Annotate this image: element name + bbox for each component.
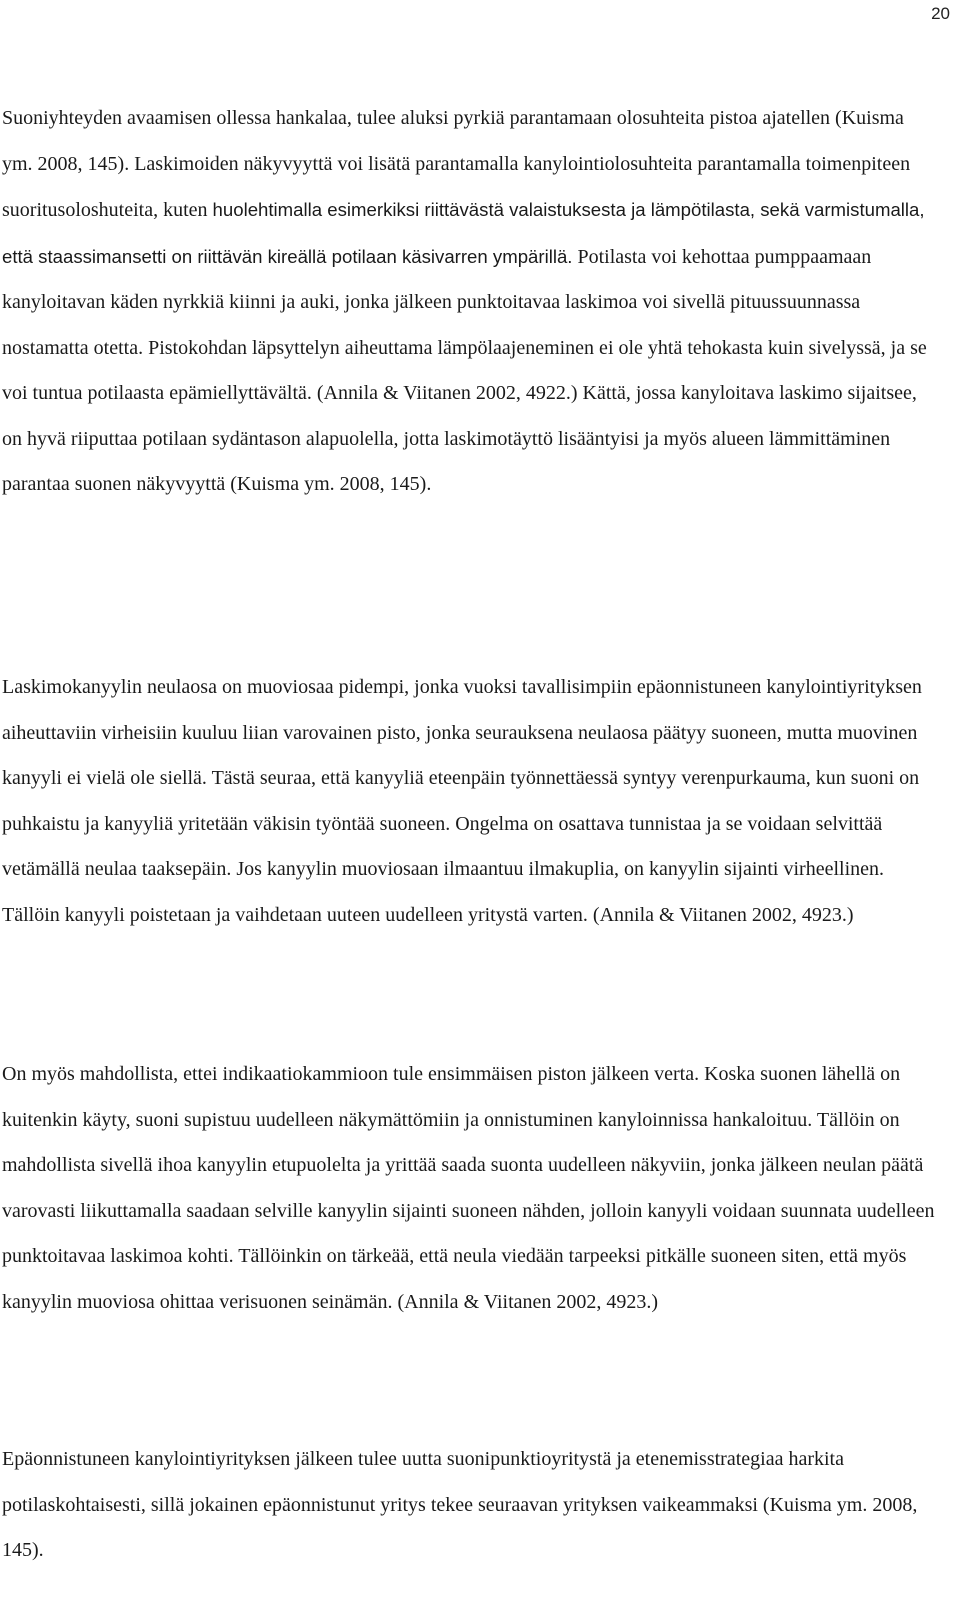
page-number: 20 <box>931 4 950 23</box>
paragraph-1-segment-a: Suoniyhteyden avaamisen ollessa hankalaa, tulee aluksi pyrkiä parantamaan olosuhteita pistoa ajatellen (Kuisma ym. 2008, 145). Laskimoiden näkyvyyttä voi lisätä parantamalla kanylointiolosuhteita parantamalla toimenpiteen suoritusoloshuteita, kuten <box>2 107 911 221</box>
body-paragraph-3: On myös mahdollista, ettei indikaatiokammioon tule ensimmäisen piston jälkeen verta. Koska suonen lähellä on kuitenkin käyty, suoni supistuu uudelleen näkymättömiin ja onnistuminen kanyloinnissa hankaloituu. Tällöin on mahdollista sivellä ihoa kanyylin etupuolelta ja yrittää saada suonta uudelleen näkyviin, jonka jälkeen neulan päätä varovasti liikuttamalla saadaan selville kanyylin sijainti suoneen nähden, jolloin kanyyli voidaan suunnata uudelleen punktoitavaa laskimoa kohti. Tällöinkin on tärkeää, että neula viedään tarpeeksi pitkälle suoneen siten, että myös kanyylin muoviosa ohittaa verisuonen seinämän. (Annila & Viitanen 2002, 4923.) <box>2 1063 935 1313</box>
body-paragraph-2: Laskimokanyylin neulaosa on muoviosaa pidempi, jonka vuoksi tavallisimpiin epäonnistuneen kanylointiyrityksen aiheuttaviin virheisiin kuuluu liian varovainen pisto, jonka seurauksena neulaosa päätyy suoneen, mutta muovinen kanyyli ei vielä ole siellä. Tästä seuraa, että kanyyliä eteenpäin työnnettäessä syntyy verenpurkauma, kun suoni on puhkaistu ja kanyyliä yritetään väkisin työntää suoneen. Ongelma on osattava tunnistaa ja se voidaan selvittää vetämällä neulaa taaksepäin. Jos kanyylin muoviosaan ilmaantuu ilmakuplia, on kanyylin sijainti virheellinen. Tällöin kanyyli poistetaan ja vaihdetaan uuteen uudelleen yritystä varten. (Annila & Viitanen 2002, 4923.) <box>2 676 922 926</box>
body-paragraph-1 <box>2 96 937 508</box>
paragraph-1-segment-b: huolehtimalla esimerkiksi riittävästä valaistuksesta ja lämpötilasta, sekä varmistumalla, että staassimansetti on riittävän kireällä potilaan käsivarren ympärillä. <box>2 199 925 267</box>
paragraph-1-segment-c: Potilasta voi kehottaa pumppaamaan kanyloitavan käden nyrkkiä kiinni ja auki, jonka jälkeen punktoitavaa laskimoa voi sivellä pituussuunnassa nostamatta otetta. Pistokohdan läpsyttelyn aiheuttama lämpölaajeneminen ei ole yhtä tehokasta kuin sivelyssä, ja se voi tuntua potilaasta epämiellyttävältä. (Annila & Viitanen 2002, 4922.) Kättä, jossa kanyloitava laskimo sijaitsee, on hyvä riiputtaa potilaan sydäntason alapuolella, jotta laskimotäyttö lisääntyisi ja myös alueen lämmittäminen parantaa suonen näkyvyyttä (Kuisma ym. 2008, 145). <box>2 245 927 495</box>
body-paragraph-4: Epäonnistuneen kanylointiyrityksen jälkeen tulee uutta suonipunktioyritystä ja etenemisstrategiaa harkita potilaskohtaisesti, sillä jokainen epäonnistunut yritys tekee seuraavan yrityksen vaikeammaksi (Kuisma ym. 2008, 145). <box>2 1448 918 1561</box>
